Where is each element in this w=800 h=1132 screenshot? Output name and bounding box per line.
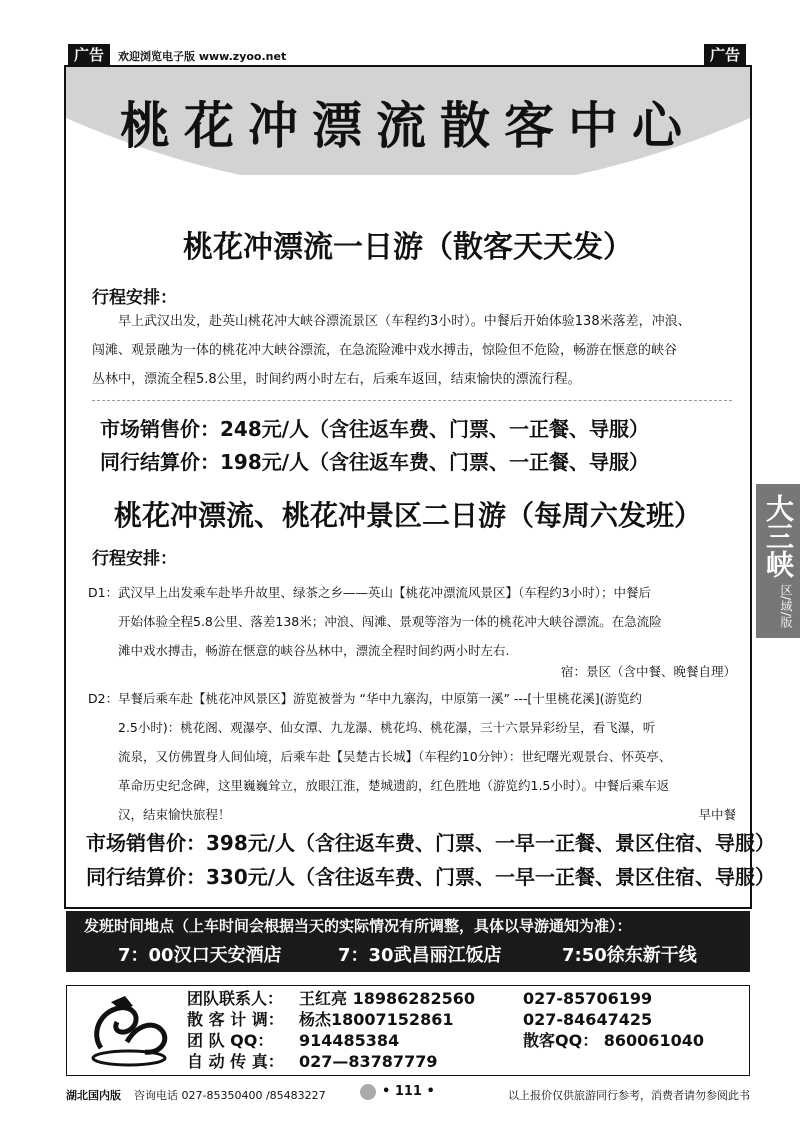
- text-line: 开始体验全程5.8公里、落差138米；冲浪、闯滩、景观等溶为一体的桃花冲大峡谷漂流。在急流险: [118, 614, 662, 629]
- d2-meal: 早中餐: [698, 807, 736, 822]
- departure-time-1: 7：00汉口天安酒店: [118, 945, 282, 966]
- text-line: 早上武汉出发，赴英山桃花冲大峡谷漂流景区（车程约3小时）。中餐后开始体验138米落差，冲浪、: [118, 314, 691, 329]
- contact-qq: 散客QQ： 860061040: [523, 1031, 704, 1050]
- welcome-text: 欢迎浏览电子版 www.zyoo.net: [118, 50, 287, 63]
- contact-value: 王红亮 18986282560: [299, 989, 476, 1008]
- d2-label: D2：: [88, 691, 119, 706]
- footer-edition: 湖北国内版: [66, 1089, 121, 1102]
- text-line: 早餐后乘车赴【桃花冲风景区】游览被誉为 “华中九寨沟，中原第一溪” ---[十里桃花溪](游览约: [118, 691, 643, 706]
- text-line: 丛林中，漂流全程5.8公里，时间约两小时左右，后乘车返回，结束愉快的漂流行程。: [92, 372, 581, 387]
- text-line: 革命历史纪念碑，这里巍巍耸立，放眼江淮，楚城遗韵，红色胜地（游览约1.5小时）。中餐后乘车返: [118, 778, 670, 793]
- contact-value: 914485384: [299, 1031, 400, 1050]
- text-line: 滩中戏水搏击，畅游在惬意的峡谷丛林中，漂流全程时间约两小时左右.: [118, 643, 510, 658]
- contact-value: 杨杰18007152861: [299, 1010, 454, 1029]
- tour2-itinerary-label: 行程安排：: [92, 549, 177, 569]
- tour2-market-price: 市场销售价：398元/人（含往返车费、门票、一早一正餐、景区住宿、导服）: [86, 831, 776, 855]
- departure-time-2: 7：30武昌丽江饭店: [338, 945, 502, 966]
- text-line: 汉，结束愉快旅程！: [118, 807, 231, 822]
- departure-time-3: 7:50徐东新干线: [562, 945, 697, 966]
- contact-right-column: [523, 988, 704, 1051]
- text-line: 流泉，又仿佛置身人间仙境，后乘车赴【吴楚古长城】（车程约10分钟）：世纪曙光观景台、怀英亭、: [118, 749, 672, 764]
- tour2-title: 桃花冲漂流、桃花冲景区二日游（每周六发班）: [113, 499, 702, 532]
- tour1-title: 桃花冲漂流一日游（散客天天发）: [183, 230, 633, 265]
- contact-labels: [187, 988, 284, 1072]
- page-badge-icon: [360, 1084, 376, 1100]
- travel-logo-icon: [81, 994, 173, 1068]
- contact-label: 散 客 计 调：: [187, 1010, 284, 1029]
- region-side-tab: [756, 484, 800, 638]
- contact-value: 027—83787779: [299, 1052, 438, 1071]
- tour1-itinerary-label: 行程安排：: [92, 288, 177, 308]
- contact-label: 自 动 传 真：: [187, 1052, 284, 1071]
- text-line: 2.5小时)：桃花阁、观瀑亭、仙女潭、九龙瀑、桃花坞、桃花瀑，三十六景异彩纷呈，看飞瀑，听: [118, 720, 656, 735]
- d1-label: D1：: [88, 585, 119, 600]
- contact-label: 团 队 QQ：: [187, 1031, 274, 1050]
- page-number: • 111 •: [382, 1084, 435, 1099]
- departure-heading: 发班时间地点（上车时间会根据当天的实际情况有所调整，具体以导游通知为准）：: [84, 917, 632, 935]
- contact-phone: 027-85706199: [523, 989, 653, 1008]
- contact-values: [299, 988, 475, 1072]
- contact-phone: 027-84647425: [523, 1010, 653, 1029]
- divider: [92, 400, 732, 401]
- tour1-market-price: 市场销售价：248元/人（含往返车费、门票、一正餐、导服）: [100, 417, 650, 441]
- contact-box: [66, 985, 750, 1076]
- page-title: 桃花冲漂流散客中心: [120, 96, 696, 155]
- text-line: 闯滩、观景融为一体的桃花冲大峡谷漂流，在急流险滩中戏水搏击，惊险但不危险，畅游在惬意的峡谷: [92, 343, 678, 358]
- tour2-peer-price: 同行结算价：330元/人（含往返车费、门票、一早一正餐、景区住宿、导服）: [86, 865, 776, 889]
- side-tab-subtitle: 区/域/版: [779, 583, 793, 629]
- footer-disclaimer: 以上报价仅供旅游同行参考，消费者请勿参阅此书: [508, 1089, 750, 1102]
- departure-bar: [66, 911, 750, 972]
- ad-tag-right: 广告: [704, 44, 746, 66]
- side-tab-title: 大三峡: [762, 494, 795, 578]
- footer-phone: 咨询电话 027-85350400 /85483227: [134, 1089, 326, 1102]
- d1-meal: 宿：景区（含中餐、晚餐自理）: [560, 664, 736, 679]
- ad-tag-left: 广告: [68, 44, 110, 66]
- d2-description: [118, 684, 746, 829]
- contact-label: 团队联系人：: [187, 989, 284, 1008]
- tour1-peer-price: 同行结算价：198元/人（含往返车费、门票、一正餐、导服）: [100, 450, 650, 474]
- text-line: 武汉早上出发乘车赴毕升故里、绿茶之乡——英山【桃花冲漂流风景区】（车程约3小时）；中餐后: [118, 585, 651, 600]
- tour1-description: [92, 307, 742, 394]
- d1-description: [118, 578, 746, 665]
